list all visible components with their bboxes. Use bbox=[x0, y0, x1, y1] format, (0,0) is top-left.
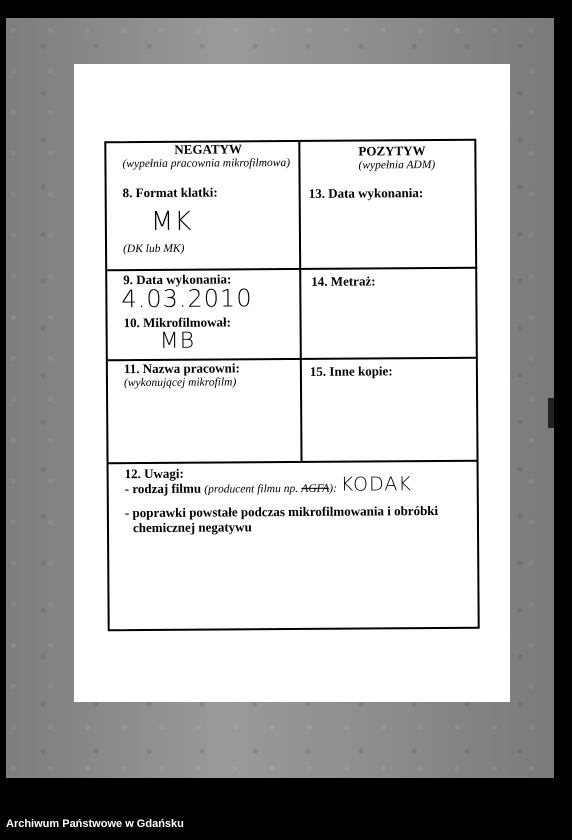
corrections-line-2: chemicznej negatywu bbox=[132, 519, 252, 536]
length-label: 14. Metraż: bbox=[311, 273, 376, 289]
positive-date-label: 13. Data wykonania: bbox=[308, 185, 424, 201]
format-value: MK bbox=[150, 206, 193, 237]
lab-name-hint: (wykonującej mikrofilm) bbox=[123, 376, 237, 390]
archive-footer: Archiwum Państwowe w Gdańsku bbox=[6, 818, 184, 830]
binder-clip bbox=[548, 398, 554, 428]
negatyw-title: NEGATYW bbox=[174, 141, 243, 157]
row-divider-3 bbox=[109, 460, 479, 464]
corrections-line-1: - poprawki powstałe podczas mikrofilmowania i obróbki bbox=[124, 502, 439, 521]
format-hint: (DK lub MK) bbox=[123, 242, 185, 256]
operator-label: 10. Mikrofilmował: bbox=[123, 314, 231, 331]
remarks-label: 12. Uwagi: bbox=[124, 465, 184, 482]
microfilm-form bbox=[104, 139, 479, 632]
row-divider-1 bbox=[107, 267, 477, 271]
date-label: 9. Data wykonania: bbox=[123, 271, 232, 288]
pozytyw-title: POZYTYW bbox=[358, 143, 426, 159]
pozytyw-subtitle: (wypełnia ADM) bbox=[358, 158, 436, 172]
date-value: 4.03.2010 bbox=[121, 284, 253, 314]
negatyw-subtitle: (wypełnia pracownia mikrofilmowa) bbox=[122, 157, 291, 171]
paper-sheet bbox=[74, 64, 510, 702]
scanned-page-background bbox=[6, 18, 554, 778]
column-divider bbox=[298, 142, 302, 462]
film-type-hint-struck: AGFA bbox=[301, 482, 330, 495]
film-type-value: KODAK bbox=[340, 473, 412, 496]
format-label: 8. Format klatki: bbox=[122, 184, 218, 201]
film-type-hint-end: ): bbox=[329, 482, 337, 495]
operator-value: MB bbox=[159, 328, 196, 354]
lab-name-label: 11. Nazwa pracowni: bbox=[123, 360, 240, 377]
film-type-prefix: - rodzaj filmu bbox=[124, 480, 202, 497]
film-type-line bbox=[125, 480, 337, 497]
film-type-hint: (producent filmu np. bbox=[204, 482, 299, 496]
other-copies-label: 15. Inne kopie: bbox=[309, 363, 393, 379]
